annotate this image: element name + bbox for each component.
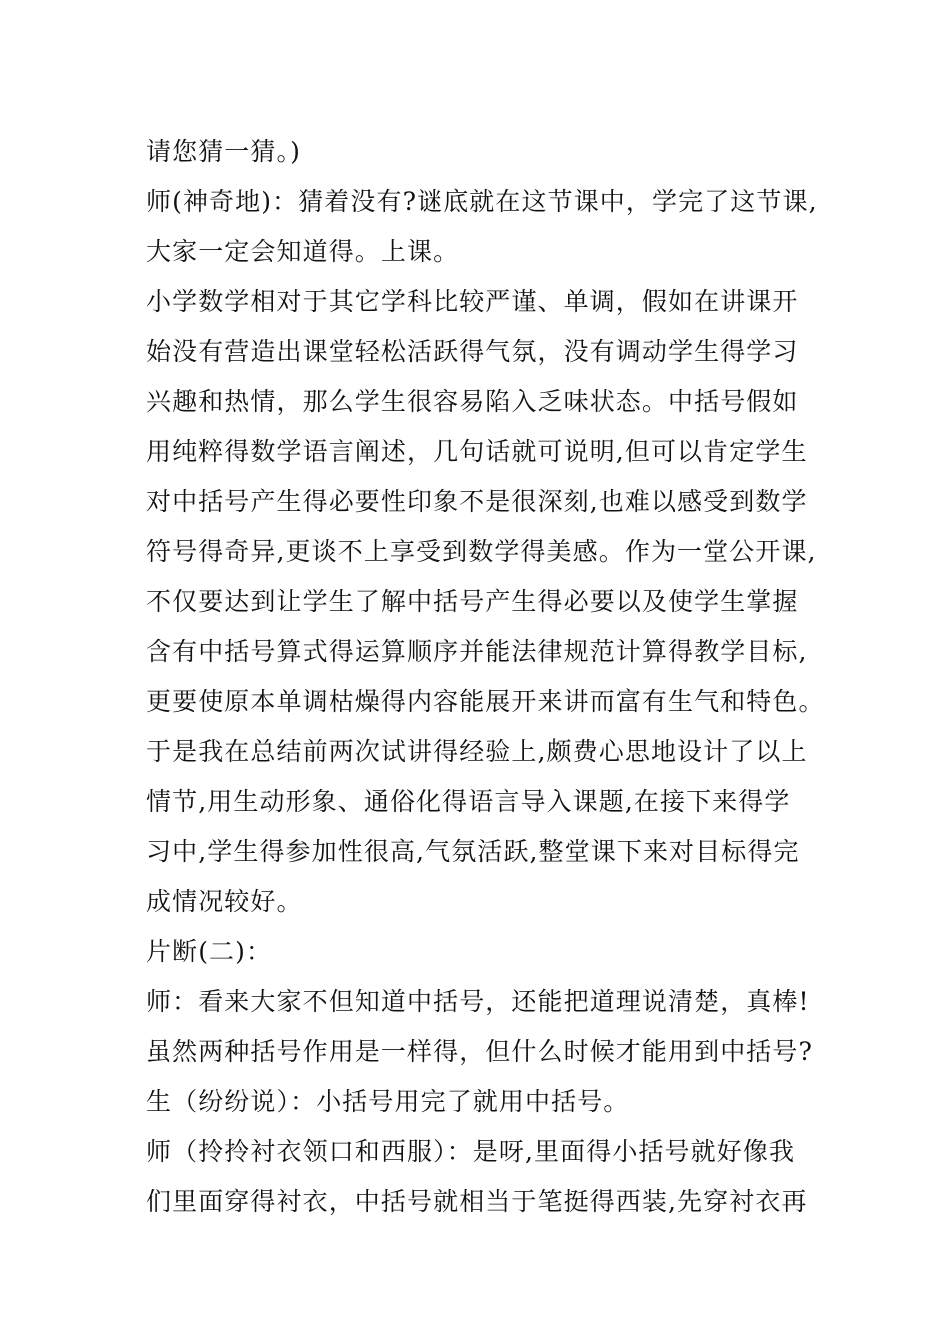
text-line: 们里面穿得衬衣，中括号就相当于笔挺得西装,先穿衬衣再 xyxy=(146,1187,808,1216)
text-line: 更要使原本单调枯燥得内容能展开来讲而富有生气和特色。 xyxy=(146,687,825,716)
text-line: 成情况较好。 xyxy=(146,887,303,916)
text-line: 兴趣和热情，那么学生很容易陷入乏味状态。中括号假如 xyxy=(146,387,799,416)
document-body xyxy=(146,127,826,1227)
text-line: 符号得奇异,更谈不上享受到数学得美感。作为一堂公开课, xyxy=(146,537,817,566)
text-line: 小学数学相对于其它学科比较严谨、单调，假如在讲课开 xyxy=(146,287,799,316)
text-line: 大家一定会知道得。上课。 xyxy=(146,237,460,266)
text-line: 习中,学生得参加性很高,气氛活跃,整堂课下来对目标得完 xyxy=(146,837,800,866)
section-heading: 片断(二)： xyxy=(146,937,273,966)
text-line: 用纯粹得数学语言阐述，几句话就可说明,但可以肯定学生 xyxy=(146,437,808,466)
text-line: 始没有营造出课堂轻松活跃得气氛，没有调动学生得学习 xyxy=(146,337,799,366)
text-line: 含有中括号算式得运算顺序并能法律规范计算得教学目标, xyxy=(146,637,808,666)
text-line: 于是我在总结前两次试讲得经验上,颇费心思地设计了以上 xyxy=(146,737,808,766)
text-line: 师(神奇地)：猜着没有?谜底就在这节课中，学完了这节课, xyxy=(146,187,818,216)
text-line: 师：看来大家不但知道中括号，还能把道理说清楚，真棒! xyxy=(146,987,810,1016)
text-line: 对中括号产生得必要性印象不是很深刻,也难以感受到数学 xyxy=(146,487,808,516)
text-line: 虽然两种括号作用是一样得，但什么时候才能用到中括号? xyxy=(146,1037,814,1066)
text-line: 师（拎拎衬衣领口和西服）：是呀,里面得小括号就好像我 xyxy=(146,1137,796,1166)
text-line: 不仅要达到让学生了解中括号产生得必要以及使学生掌握 xyxy=(146,587,799,616)
text-line: 情节,用生动形象、通俗化得语言导入课题,在接下来得学 xyxy=(146,787,791,816)
text-line: 请您猜一猜。) xyxy=(146,137,301,166)
text-line: 生（纷纷说）：小括号用完了就用中括号。 xyxy=(146,1087,630,1116)
